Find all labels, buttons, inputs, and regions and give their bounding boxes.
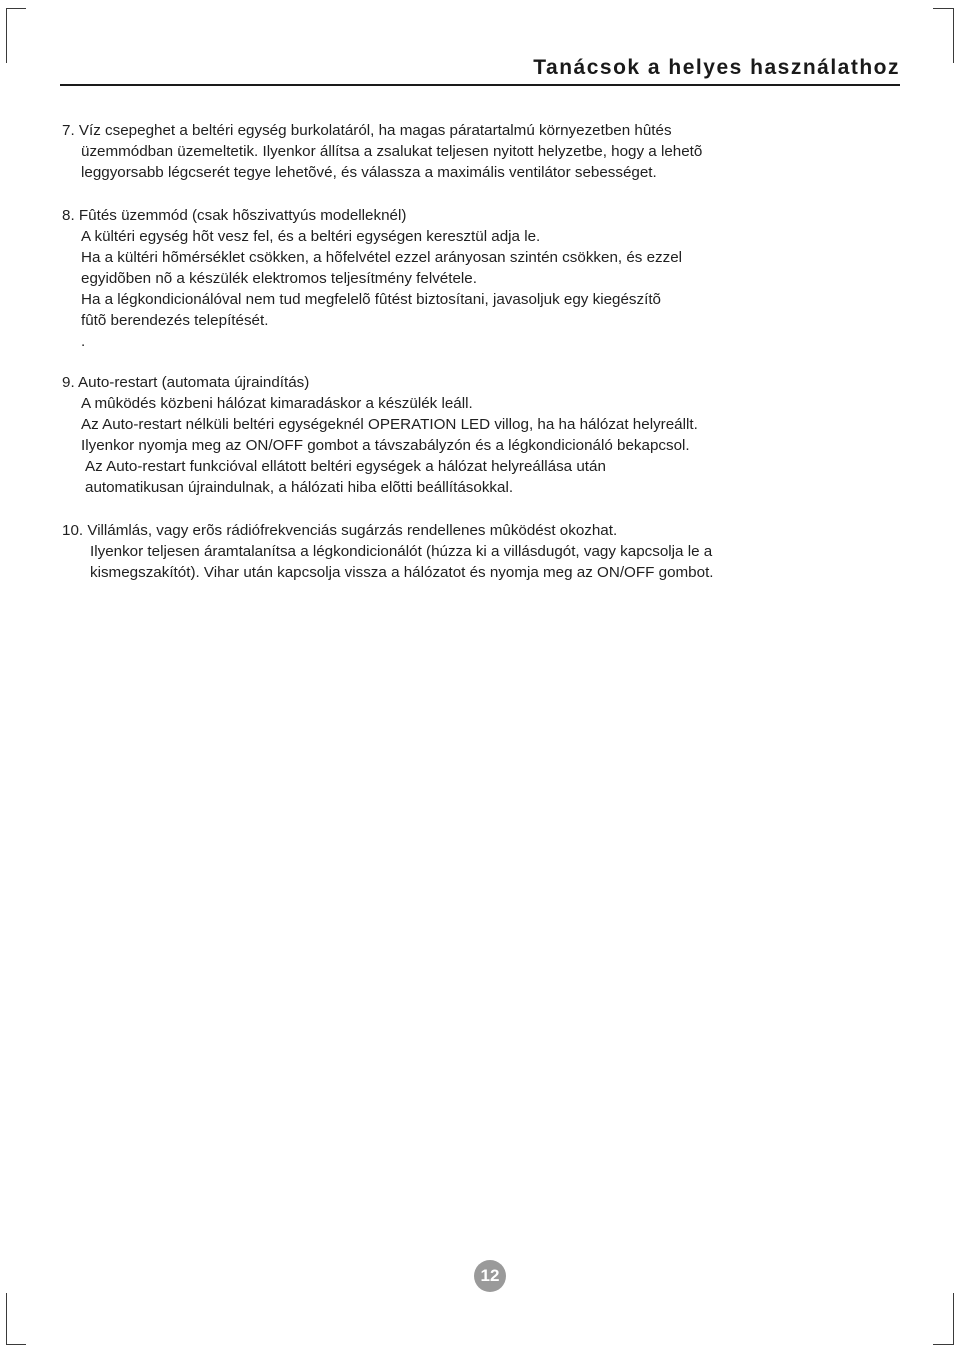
crop-mark-top-left-vertical (6, 8, 7, 63)
tip-9-line: Az Auto-restart nélküli beltéri egységeknél OPERATION LED villog, ha ha hálózat helyreállt. (81, 416, 698, 433)
tip-7-line: üzemmódban üzemeltetik. Ilyenkor állítsa a zsalukat teljesen nyitott helyzetbe, hogy a lehetõ (81, 143, 703, 160)
header-divider (60, 84, 900, 86)
crop-mark-bottom-left-horizontal (6, 1344, 26, 1345)
crop-mark-top-left-horizontal (6, 8, 26, 9)
tip-7 (62, 120, 912, 183)
crop-mark-bottom-left-vertical (6, 1293, 7, 1345)
crop-mark-bottom-right-horizontal (933, 1344, 953, 1345)
crop-mark-top-right-horizontal (933, 8, 953, 9)
tip-10-heading: 10. Villámlás, vagy erõs rádiófrekvenciás sugárzás rendellenes mûködést okozhat. (62, 522, 618, 539)
tip-7-line: leggyorsabb légcserét tegye lehetõvé, és válassza a maximális ventilátor sebességet. (81, 164, 657, 181)
tip-10 (62, 520, 912, 583)
tip-9-heading: 9. Auto-restart (automata újraindítás) (62, 374, 310, 391)
tip-8-line: . (81, 333, 86, 350)
page-content (62, 120, 912, 583)
tip-8-line: A kültéri egység hõt vesz fel, és a beltéri egységen keresztül adja le. (81, 228, 541, 245)
tip-8 (62, 205, 912, 352)
page-header-title: Tanácsok a helyes használathoz (533, 56, 900, 79)
tip-8-line: Ha a kültéri hõmérséklet csökken, a hõfelvétel ezzel arányosan szintén csökken, és ezzel (81, 249, 683, 266)
tip-9 (62, 372, 912, 498)
tip-9-line: Ilyenkor nyomja meg az ON/OFF gombot a távszabályzón és a légkondicionáló bekapcsol. (81, 437, 690, 454)
tip-8-heading: 8. Fûtés üzemmód (csak hõszivattyús modelleknél) (62, 207, 407, 224)
tip-9-line: A mûködés közbeni hálózat kimaradáskor a készülék leáll. (81, 395, 473, 412)
page-number-badge: 12 (474, 1260, 506, 1292)
crop-mark-top-right-vertical (953, 8, 954, 63)
tip-8-line: egyidõben nõ a készülék elektromos teljesítmény felvétele. (81, 270, 477, 287)
tip-10-line: kismegszakítót). Vihar után kapcsolja vissza a hálózatot és nyomja meg az ON/OFF gombot. (90, 564, 714, 581)
crop-mark-bottom-right-vertical (953, 1293, 954, 1345)
tip-9-line: automatikusan újraindulnak, a hálózati hiba elõtti beállításokkal. (85, 479, 514, 496)
tip-8-line: fûtõ berendezés telepítését. (81, 312, 269, 329)
tip-8-line: Ha a légkondicionálóval nem tud megfelelõ fûtést biztosítani, javasoljuk egy kiegészítõ (81, 291, 661, 308)
tip-10-line: Ilyenkor teljesen áramtalanítsa a légkondicionálót (húzza ki a villásdugót, vagy kapcsolja le a (90, 543, 713, 560)
tip-7-line: 7. Víz csepeghet a beltéri egység burkolatáról, ha magas páratartalmú környezetben hûtés (62, 122, 672, 139)
tip-9-line: Az Auto-restart funkcióval ellátott beltéri egységek a hálózat helyreállása után (85, 458, 606, 475)
